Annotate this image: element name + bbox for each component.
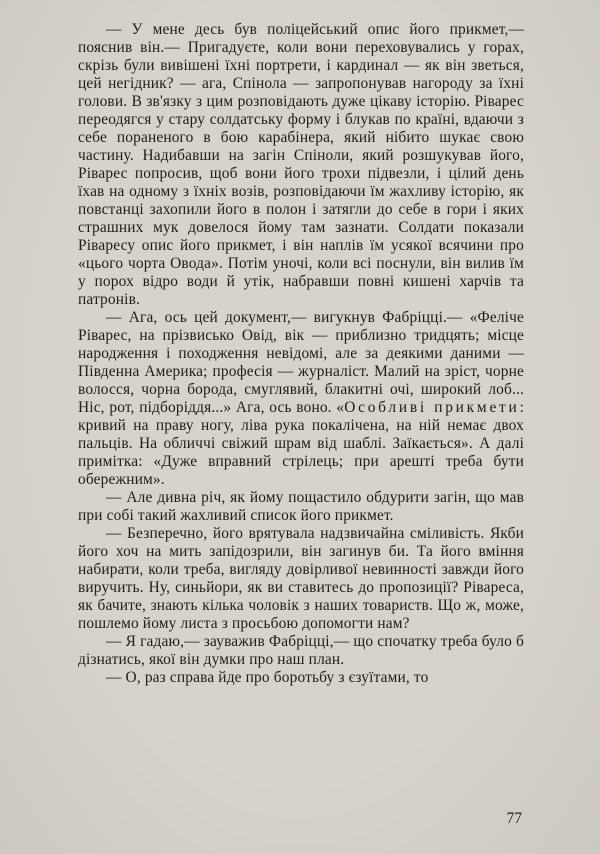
- paragraph-6: — О, раз справа йде про боротьбу з єзуїтами, то: [106, 669, 429, 686]
- paragraph-2-text-before: — Ага, ось цей документ,— вигукнув Фабріцці.— «Феліче Ріварес, на прізвисько Овід, вік — приблизно тридцять; місце народження і походження невідомі, але за деякими даними — Південна Америка; професія — журналіст. Малий на зріст, чорне волосся, чорна борода, смуглявий, блакитні очі, широкий лоб... Ніс, рот, підборіддя...» Ага, ось воно. «: [78, 309, 524, 416]
- paragraph-2-emphasized-text: Особливі прикмети: [344, 399, 520, 416]
- text-block: [78, 21, 524, 687]
- paragraph-2: [78, 309, 524, 489]
- paragraph-1: — У мене десь був поліцейський опис його прикмет,— пояснив він.— Пригадуєте, коли вони переховувались у горах, скрізь були вивішені їхні портрети, і кардинал — як він зветься, цей негідник? — ага, Спінола — запропонував нагороду за їхні голови. В зв'язку з цим розповідають дуже цікаву історію. Ріварес переодягся у стару солдатську форму і блукав по країні, вдаючи з себе пораненого в бою карабінера, який нібито шукає свою частину. Надибавши на загін Спіноли, який розшукував його, Ріварес попросив, щоб вони його трохи підвезли, і цілий день їхав на одному з їхніх возів, розповідаючи їм жахливу історію, як повстанці захопили його в полон і затягли до себе в гори і яких страшних мук довелося йому там зазнати. Солдати показали Ріваресу опис його прикмет, і він наплів їм усякої всячини про «цього чорта Овода». Потім уночі, коли всі поснули, він вилив їм у порох відро води й утік, набравши повні кишені харчів та патронів.: [78, 21, 524, 308]
- paragraph-2-text-after: : кривий на праву ногу, ліва рука покалічена, на ній немає двох пальців. На обличчі свіжий шрам від шаблі. Заїкається». А далі примітка: «Дуже вправний стрілець; при арешті треба бути обережним».: [78, 399, 524, 488]
- page-number: 77: [506, 810, 522, 827]
- paragraph-4: — Безперечно, його врятувала надзвичайна сміливість. Якби його хоч на мить запідозрили, він загинув би. Та його вміння набирати, коли треба, вигляду довірливої невинності завжди його виручить. Ну, синьйори, як ви ставитесь до пропозиції? Рівареса, як бачите, знають кілька чоловік з наших товариств. Що ж, може, пошлемо йому листа з просьбою допомогти нам?: [78, 525, 524, 632]
- paragraph-3: — Але дивна річ, як йому пощастило обдурити загін, що мав при собі такий жахливий список його прикмет.: [78, 489, 524, 524]
- paragraph-5: — Я гадаю,— зауважив Фабріцці,— що спочатку треба було б дізнатись, якої він думки про наш план.: [78, 633, 524, 668]
